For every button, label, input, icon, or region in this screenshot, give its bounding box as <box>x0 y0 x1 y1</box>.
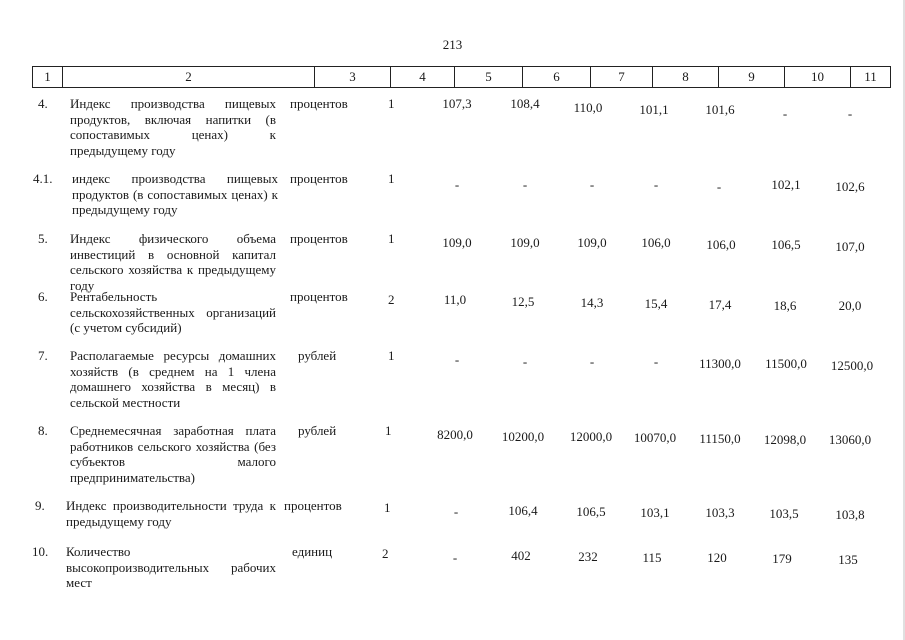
row-number: 4. <box>38 96 48 111</box>
unit: процентов <box>290 231 348 246</box>
value-col5: - <box>454 177 460 192</box>
value-col10: 103,5 <box>769 506 799 521</box>
value-col8: 106,0 <box>641 235 671 250</box>
value-col9: 106,0 <box>706 237 736 252</box>
col4-value: 2 <box>382 546 389 561</box>
col4-value: 1 <box>388 348 395 363</box>
value-col6: - <box>522 177 528 192</box>
value-col6: 108,4 <box>510 96 540 111</box>
col4-value: 1 <box>385 423 392 438</box>
indicator-name: Количество высокопроизводительных рабочих мест <box>66 544 276 590</box>
indicator-name: Среднемесячная заработная плата работников сельского хозяйства (без субъектов малого предпринимательства) <box>70 423 276 485</box>
value-col8: - <box>653 354 659 369</box>
header-col-11: 11 <box>850 67 891 87</box>
value-col11: 20,0 <box>838 298 862 313</box>
value-col10: - <box>782 106 788 121</box>
value-col5: - <box>453 504 459 519</box>
header-col-7: 7 <box>590 67 652 87</box>
indicator-name: Располагаемые ресурсы домашних хозяйств (в среднем на 1 члена домашнего хозяйства в месяц) в сельской местности <box>70 348 276 410</box>
value-col8: 101,1 <box>639 102 669 117</box>
value-col5: 107,3 <box>442 96 472 111</box>
unit: процентов <box>284 498 342 513</box>
value-col8: - <box>653 177 659 192</box>
row-number: 4.1. <box>33 171 53 186</box>
value-col11: 103,8 <box>835 507 865 522</box>
unit: процентов <box>290 96 348 111</box>
value-col11: 12500,0 <box>830 358 874 373</box>
unit: рублей <box>298 348 337 363</box>
header-col-4: 4 <box>390 67 454 87</box>
value-col7: 109,0 <box>577 235 607 250</box>
value-col5: - <box>452 550 458 565</box>
value-col10: 18,6 <box>773 298 797 313</box>
value-col6: - <box>522 354 528 369</box>
value-col11: 135 <box>838 552 858 567</box>
header-col-3: 3 <box>314 67 390 87</box>
value-col7: 14,3 <box>580 295 604 310</box>
value-col9: 103,3 <box>705 505 735 520</box>
value-col6: 10200,0 <box>501 429 545 444</box>
header-col-2: 2 <box>62 67 314 87</box>
header-col-6: 6 <box>522 67 590 87</box>
row-number: 9. <box>35 498 45 513</box>
col4-value: 1 <box>388 171 395 186</box>
value-col11: 107,0 <box>835 239 865 254</box>
header-col-8: 8 <box>652 67 718 87</box>
header-col-1: 1 <box>32 67 62 87</box>
col4-value: 1 <box>388 231 395 246</box>
value-col9: 120 <box>707 550 727 565</box>
value-col6: 109,0 <box>510 235 540 250</box>
value-col9: 17,4 <box>708 297 732 312</box>
value-col11: 102,6 <box>835 179 865 194</box>
value-col5: 109,0 <box>442 235 472 250</box>
unit: процентов <box>290 289 348 304</box>
value-col10: 106,5 <box>771 237 801 252</box>
col4-value: 2 <box>388 292 395 307</box>
header-col-5: 5 <box>454 67 522 87</box>
value-col8: 10070,0 <box>633 430 677 445</box>
value-col10: 11500,0 <box>765 356 807 371</box>
col4-value: 1 <box>388 96 395 111</box>
header-col-9: 9 <box>718 67 784 87</box>
row-number: 5. <box>38 231 48 246</box>
value-col6: 12,5 <box>511 294 535 309</box>
indicator-name: Индекс физического объема инвестиций в основной капитал сельского хозяйства к предыдущему году <box>70 231 276 293</box>
header-col-10: 10 <box>784 67 850 87</box>
value-col10: 179 <box>772 551 792 566</box>
value-col5: 8200,0 <box>437 427 473 442</box>
row-number: 6. <box>38 289 48 304</box>
value-col8: 15,4 <box>644 296 668 311</box>
row-number: 10. <box>32 544 49 559</box>
value-col8: 103,1 <box>640 505 670 520</box>
unit: процентов <box>290 171 348 186</box>
value-col9: 11300,0 <box>699 356 741 371</box>
value-col5: - <box>454 352 460 367</box>
indicator-name: Индекс производства пищевых продуктов, включая напитки (в сопоставимых ценах) к предыдущему году <box>70 96 276 158</box>
page-number: 213 <box>442 37 463 52</box>
value-col7: 12000,0 <box>569 429 613 444</box>
table-header <box>32 66 891 88</box>
col4-value: 1 <box>384 500 391 515</box>
value-col10: 102,1 <box>771 177 801 192</box>
value-col10: 12098,0 <box>763 432 807 447</box>
value-col7: 232 <box>578 549 598 564</box>
row-number: 8. <box>38 423 48 438</box>
value-col7: - <box>589 177 595 192</box>
value-col5: 11,0 <box>443 292 467 307</box>
indicator-name: индекс производства пищевых продуктов (в сопоставимых ценах) к предыдущему году <box>72 171 278 217</box>
value-col11: 13060,0 <box>828 432 872 447</box>
value-col9: 101,6 <box>705 102 735 117</box>
value-col9: - <box>716 179 722 194</box>
indicator-name: Рентабельность сельскохозяйственных организаций (с учетом субсидий) <box>70 289 276 335</box>
indicator-name: Индекс производительности труда к предыдущему году <box>66 498 276 529</box>
row-number: 7. <box>38 348 48 363</box>
value-col8: 115 <box>642 550 662 565</box>
value-col6: 402 <box>511 548 531 563</box>
unit: единиц <box>292 544 333 559</box>
value-col7: 110,0 <box>573 100 603 115</box>
value-col6: 106,4 <box>508 503 538 518</box>
value-col7: - <box>589 354 595 369</box>
value-col11: - <box>847 106 853 121</box>
value-col9: 11150,0 <box>699 431 741 446</box>
value-col7: 106,5 <box>576 504 606 519</box>
unit: рублей <box>298 423 337 438</box>
